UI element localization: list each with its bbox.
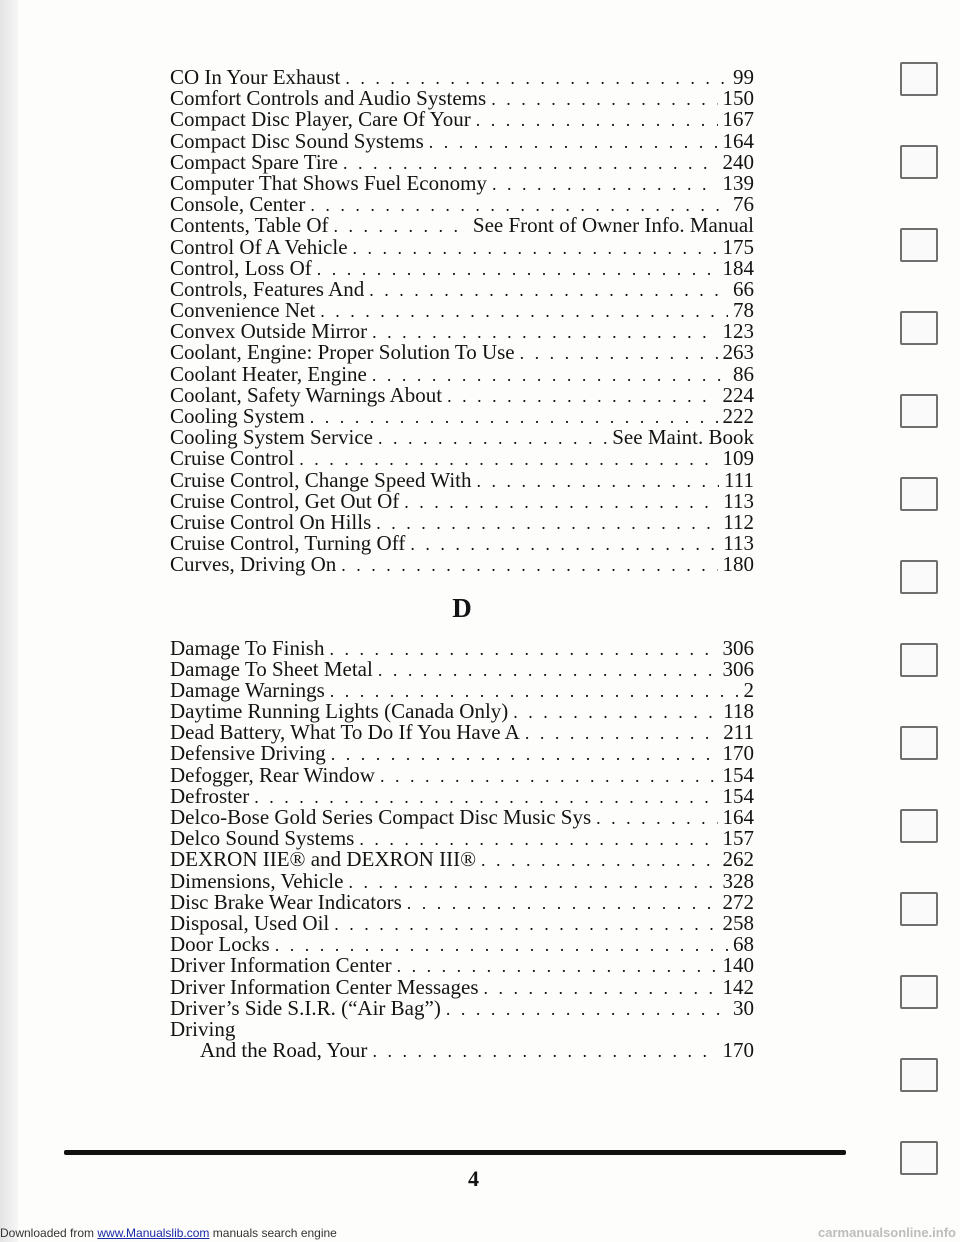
index-entry xyxy=(170,149,754,174)
index-entry xyxy=(170,974,754,999)
entry-label: Defroster xyxy=(170,783,250,808)
entry-page: 164 xyxy=(722,128,754,153)
index-entry xyxy=(170,656,754,681)
dot-leader xyxy=(334,216,468,237)
entry-page: 113 xyxy=(723,531,754,556)
entry-label: CO In Your Exhaust xyxy=(170,65,341,89)
entry-label: Dead Battery, What To Do If You Have A xyxy=(170,720,520,745)
entry-label: Controls, Features And xyxy=(170,276,365,301)
index-entry xyxy=(170,807,754,828)
section-tab xyxy=(900,975,938,1009)
dot-leader xyxy=(492,174,718,195)
entry-page: 68 xyxy=(733,932,754,957)
entry-page: 99 xyxy=(733,65,754,89)
entry-label: Disposal, Used Oil xyxy=(170,910,330,935)
entry-label: Damage To Finish xyxy=(170,635,325,660)
dot-leader xyxy=(329,639,717,660)
entry-page: 224 xyxy=(722,382,754,407)
entry-page: 170 xyxy=(722,1038,754,1063)
entry-label: Delco-Bose Gold Series Compact Disc Music Sys xyxy=(170,805,592,829)
index-entry xyxy=(170,67,754,88)
dot-leader xyxy=(596,808,717,829)
entry-label: Comfort Controls and Audio Systems xyxy=(170,86,487,111)
entry-label: Driver Information Center Messages xyxy=(170,974,479,999)
entry-label: Contents, Table Of xyxy=(170,213,329,238)
dot-leader xyxy=(446,999,728,1020)
index-entry xyxy=(170,382,754,407)
section-tab xyxy=(900,560,938,594)
dot-leader xyxy=(317,259,718,280)
entry-label: Cruise Control, Get Out Of xyxy=(170,488,400,513)
entry-page: 211 xyxy=(723,720,754,745)
dot-leader xyxy=(353,238,718,259)
entry-label: DEXRON IIE® and DEXRON III® xyxy=(170,847,477,872)
entry-page: 150 xyxy=(722,86,754,111)
dot-leader xyxy=(407,893,718,914)
entry-page: 306 xyxy=(722,656,754,681)
entry-label: Coolant, Engine: Proper Solution To Use xyxy=(170,340,515,365)
section-tab xyxy=(900,145,938,179)
entry-label: Disc Brake Wear Indicators xyxy=(170,889,402,914)
section-tab xyxy=(900,892,938,926)
entry-label: Cruise Control, Turning Off xyxy=(170,531,406,556)
section-tab xyxy=(900,394,938,428)
entry-page: 272 xyxy=(722,889,754,914)
entry-label: And the Road, Your xyxy=(200,1038,368,1063)
footer-prefix: Downloaded from xyxy=(0,1226,98,1240)
index-entry xyxy=(170,701,754,722)
entry-page: 157 xyxy=(722,826,754,851)
entry-label: Cruise Control On Hills xyxy=(170,509,372,534)
entry-page: 30 xyxy=(733,995,754,1020)
index-entry xyxy=(170,342,754,363)
entry-page: 167 xyxy=(722,107,754,132)
dot-leader xyxy=(378,428,607,449)
index-entry xyxy=(170,109,754,130)
entry-label: Compact Spare Tire xyxy=(170,149,338,174)
index-entry xyxy=(170,300,754,321)
entry-page: 180 xyxy=(722,552,754,577)
dot-leader xyxy=(376,513,718,534)
entry-page: 184 xyxy=(722,255,754,280)
dot-leader xyxy=(331,744,718,765)
entry-page: 154 xyxy=(722,783,754,808)
entry-label: Control, Loss Of xyxy=(170,255,312,280)
dot-leader xyxy=(378,660,718,681)
section-tab xyxy=(900,809,938,843)
entry-label: Driver’s Side S.I.R. (“Air Bag”) xyxy=(170,995,441,1020)
entry-label: Cruise Control, Change Speed With xyxy=(170,467,472,492)
entry-page: 139 xyxy=(722,170,754,195)
entry-page: 142 xyxy=(722,974,754,999)
footer-link[interactable]: www.Manualslib.com xyxy=(97,1226,210,1240)
bottom-rule xyxy=(64,1150,846,1155)
entry-page: 263 xyxy=(722,340,754,365)
index-entry xyxy=(170,995,754,1020)
entry-page: 123 xyxy=(722,319,754,344)
index-entry xyxy=(170,849,754,870)
index-entry xyxy=(170,509,754,534)
entry-page: 2 xyxy=(743,677,754,702)
index-entry xyxy=(170,427,754,448)
dot-leader xyxy=(481,850,717,871)
dot-leader xyxy=(520,343,718,364)
index-entry xyxy=(170,361,754,386)
entry-label: Control Of A Vehicle xyxy=(170,234,348,259)
entry-page: 113 xyxy=(723,488,754,513)
entry-label: Convenience Net xyxy=(170,298,316,323)
entry-page: See Front of Owner Info. Manual xyxy=(472,213,754,238)
dot-leader xyxy=(477,471,720,492)
entry-page: 306 xyxy=(722,635,754,660)
entry-page: 240 xyxy=(722,149,754,174)
index-entry xyxy=(170,910,754,935)
entry-label: Door Locks xyxy=(170,932,270,957)
index-entry xyxy=(170,889,754,914)
index-section-c xyxy=(170,67,754,576)
entry-page: 262 xyxy=(722,847,754,872)
dot-leader xyxy=(320,301,728,322)
dot-leader xyxy=(410,534,718,555)
index-entry xyxy=(170,783,754,808)
entry-page: 328 xyxy=(722,868,754,893)
index-entry xyxy=(170,448,754,469)
index-entry xyxy=(170,868,754,893)
index-entry xyxy=(170,722,754,743)
index-entry xyxy=(170,488,754,513)
index-entry xyxy=(170,321,754,342)
section-letter-d: D xyxy=(452,592,472,623)
dot-leader xyxy=(380,766,718,787)
dot-leader xyxy=(348,872,717,893)
dot-leader xyxy=(341,555,717,576)
dot-leader xyxy=(372,1041,717,1062)
entry-page: See Maint. Book xyxy=(612,425,754,450)
entry-page: 154 xyxy=(722,762,754,787)
index-entry xyxy=(170,743,754,764)
entry-page: 111 xyxy=(724,467,754,492)
dot-leader xyxy=(484,978,718,999)
entry-page: 109 xyxy=(722,446,754,471)
dot-leader xyxy=(525,723,718,744)
dot-leader xyxy=(369,280,728,301)
entry-label: Console, Center xyxy=(170,192,306,217)
section-tabs xyxy=(900,62,940,1182)
binding-edge xyxy=(0,0,18,1242)
entry-label: Dimensions, Vehicle xyxy=(170,868,344,893)
index-entry xyxy=(170,194,754,215)
entry-label: Computer That Shows Fuel Economy xyxy=(170,170,487,195)
index-entry xyxy=(170,1016,754,1041)
section-tab xyxy=(900,643,938,677)
entry-label: Cooling System Service xyxy=(170,425,373,450)
index-entry xyxy=(170,170,754,195)
index-entry xyxy=(170,467,754,492)
section-tab xyxy=(900,477,938,511)
index-entry xyxy=(170,554,754,575)
entry-page: 258 xyxy=(722,910,754,935)
entry-page: 112 xyxy=(723,509,754,534)
entry-page: 76 xyxy=(733,192,754,217)
index-entry xyxy=(170,1040,754,1061)
entry-label: Coolant Heater, Engine xyxy=(170,361,367,386)
entry-label: Coolant, Safety Warnings About xyxy=(170,382,443,407)
entry-label: Delco Sound Systems xyxy=(170,826,355,851)
dot-leader xyxy=(429,132,718,153)
section-tab xyxy=(900,228,938,262)
entry-label: Defogger, Rear Window xyxy=(170,762,375,787)
dot-leader xyxy=(491,89,717,110)
entry-label: Curves, Driving On xyxy=(170,552,337,577)
section-tab xyxy=(900,62,938,96)
index-entry xyxy=(170,88,754,109)
index-entry xyxy=(170,677,754,702)
dot-leader xyxy=(476,110,718,131)
entry-page: 175 xyxy=(722,234,754,259)
index-entry xyxy=(170,276,754,301)
dot-leader xyxy=(404,492,718,513)
entry-page: 78 xyxy=(733,298,754,323)
entry-page: 222 xyxy=(722,404,754,428)
entry-page: 66 xyxy=(733,276,754,301)
footer-suffix: manuals search engine xyxy=(209,1226,337,1240)
dot-leader xyxy=(513,702,718,723)
entry-label: Damage Warnings xyxy=(170,677,325,702)
entry-label: Driving xyxy=(170,1016,236,1041)
entry-label: Cruise Control xyxy=(170,446,295,471)
section-tab xyxy=(900,726,938,760)
entry-page: 170 xyxy=(722,741,754,766)
entry-label: Convex Outside Mirror xyxy=(170,319,368,344)
section-tab xyxy=(900,1058,938,1092)
page-number: 4 xyxy=(468,1166,479,1191)
index-entry xyxy=(170,762,754,787)
entry-label: Cooling System xyxy=(170,404,305,428)
entry-label: Compact Disc Sound Systems xyxy=(170,128,424,153)
entry-label: Defensive Driving xyxy=(170,741,326,766)
index-entry xyxy=(170,533,754,554)
download-footer xyxy=(0,1226,337,1240)
entry-label: Daytime Running Lights (Canada Only) xyxy=(170,699,509,724)
index-entry xyxy=(170,128,754,153)
entry-page: 86 xyxy=(733,361,754,386)
watermark: carmanualsonline.info xyxy=(818,1225,956,1240)
entry-label: Damage To Sheet Metal xyxy=(170,656,373,681)
index-entry xyxy=(170,255,754,280)
index-entry xyxy=(170,234,754,259)
dot-leader xyxy=(447,386,717,407)
entry-label: Compact Disc Player, Care Of Your xyxy=(170,107,471,132)
section-tab xyxy=(900,1141,938,1175)
index-entry xyxy=(170,955,754,976)
entry-page: 118 xyxy=(723,699,754,724)
dot-leader xyxy=(334,914,717,935)
entry-label: Driver Information Center xyxy=(170,953,392,978)
index-list xyxy=(170,67,754,1061)
section-tab xyxy=(900,311,938,345)
index-section-d xyxy=(170,635,754,1063)
index-entry xyxy=(170,635,754,660)
entry-page: 140 xyxy=(722,953,754,978)
index-entry xyxy=(170,934,754,955)
index-entry xyxy=(170,406,754,427)
index-entry xyxy=(170,215,754,236)
index-entry xyxy=(170,828,754,849)
entry-page: 164 xyxy=(722,805,754,829)
